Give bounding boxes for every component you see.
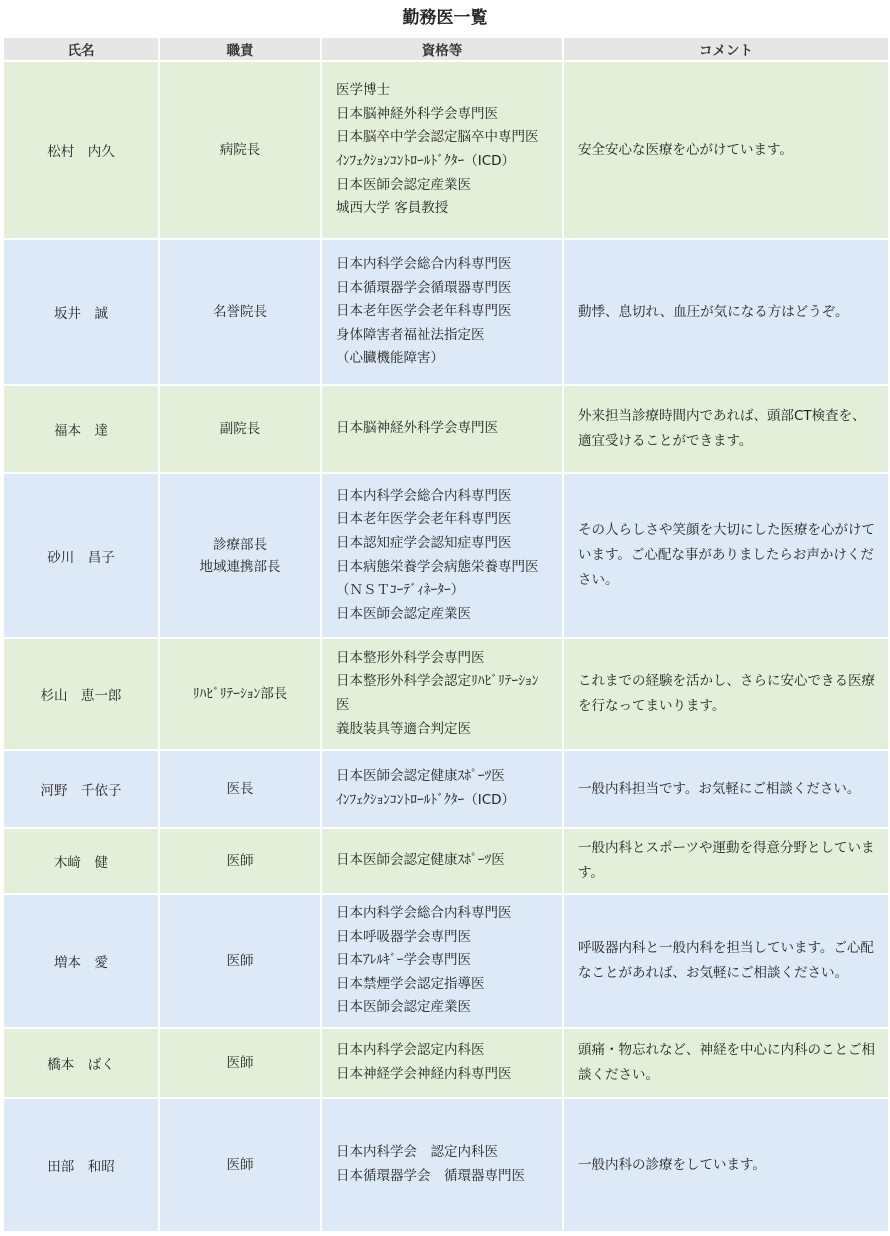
doctor-qualifications [321,61,563,239]
doctor-qualifications [321,1028,563,1098]
qualification-line: ｲﾝﾌｪｸｼｮﾝｺﾝﾄﾛｰﾙﾄﾞｸﾀｰ（ICD） [336,153,516,169]
qualification-line: （ＮＳＴｺｰﾃﾞｨﾈｰﾀｰ） [336,582,465,599]
doctor-qualifications [321,473,563,638]
qualification-line: 医学博士 [336,82,390,99]
doctor-comment: 呼吸器内科と一般内科を担当しています。ご心配なことがあれば、お気軽にご相談ください。 [563,894,889,1028]
qualification-line: 日本医師会認定産業医 [336,605,471,622]
qualification-line: 日本呼吸器学会専門医 [336,928,471,945]
doctor-comment: 一般内科とスポーツや運動を得意分野としています。 [563,828,889,894]
role-line: 地域連携部長 [199,558,281,575]
doctor-comment: その人らしさや笑顔を大切にした医療を心がけています。ご心配な事がありましたらお声かけください。 [563,473,889,638]
doctor-comment: 頭痛・物忘れなど、神経を中心に内科のことご相談ください。 [563,1028,889,1098]
qualification-line: 日本内科学会総合内科専門医 [336,256,512,273]
role-line: 医長 [226,781,254,797]
doctor-role [159,61,321,239]
qualification-line: 日本脳神経外科学会専門医 [336,105,498,122]
role-line: 診療部長 [213,536,267,553]
doctor-name: 砂川 昌子 [3,473,159,638]
qualification-line: 日本内科学会認定内科医 [336,1042,485,1059]
qualification-line: 日本医師会認定産業医 [336,999,471,1016]
header-comment: コメント [563,37,889,61]
doctor-qualifications [321,1098,563,1232]
table-row [3,894,889,1028]
qualification-line: （心臓機能障害） [336,350,444,367]
doctor-comment: 安全安心な医療を心がけています。 [563,61,889,239]
doctor-role [159,1028,321,1098]
doctor-role [159,473,321,638]
role-line: 医師 [226,953,254,969]
qualification-line: 日本整形外科学会認定ﾘﾊﾋﾞﾘﾃｰｼｮﾝ [336,673,539,690]
doctor-name: 河野 千依子 [3,750,159,828]
table-header-row [3,37,889,61]
qualification-line: 日本ｱﾚﾙｷﾞｰ学会専門医 [336,952,471,969]
qualification-line: 日本老年医学会老年科専門医 [336,511,512,528]
qualification-line: 日本認知症学会認知症専門医 [336,534,512,551]
doctor-qualifications [321,638,563,750]
header-role: 職責 [159,37,321,61]
role-line: 副院長 [219,421,261,437]
doctor-comment: 外来担当診療時間内であれば、頭部CT検査を、適宜受けることができます。 [563,385,889,473]
qualification-line: 日本内科学会 認定内科医 [336,1144,498,1161]
doctor-comment: 一般内科の診療をしています。 [563,1098,889,1232]
qualification-line: 日本内科学会総合内科専門医 [336,487,512,504]
qualification-line: 日本循環器学会 循環器専門医 [336,1168,525,1184]
qualification-line: 日本脳神経外科学会専門医 [336,420,498,437]
doctor-name: 松村 内久 [3,61,159,239]
table-row [3,638,889,750]
doctor-role [159,239,321,385]
role-line: ﾘﾊﾋﾞﾘﾃｰｼｮﾝ部長 [192,686,288,702]
role-line: 名誉院長 [213,304,267,320]
qualification-line: 身体障害者福祉法指定医 [336,326,485,343]
qualification-line: 日本神経学会神経内科専門医 [336,1066,512,1082]
role-line: 医師 [226,1055,254,1071]
page-title: 勤務医一覧 [402,8,488,28]
qualification-line: ｲﾝﾌｪｸｼｮﾝｺﾝﾄﾛｰﾙﾄﾞｸﾀｰ（ICD） [336,792,516,808]
table-row [3,1098,889,1232]
doctor-role [159,894,321,1028]
qualification-line: 日本内科学会総合内科専門医 [336,905,512,922]
qualification-line: 日本医師会認定健康ｽﾎﾟｰﾂ医 [336,768,505,785]
doctor-table [2,36,890,1233]
table-row [3,473,889,638]
doctor-name: 杉山 恵一郎 [3,638,159,750]
table-row [3,239,889,385]
doctor-qualifications [321,385,563,473]
qualification-line: 日本医師会認定産業医 [336,176,471,193]
qualification-line: 日本禁煙学会認定指導医 [336,975,485,992]
doctor-comment: 動悸、息切れ、血圧が気になる方はどうぞ。 [563,239,889,385]
qualification-line: 日本脳卒中学会認定脳卒中専門医 [336,129,539,146]
doctor-role [159,385,321,473]
qualification-line: 日本病態栄養学会病態栄養専門医 [336,558,539,575]
doctor-role [159,638,321,750]
qualification-line: 日本医師会認定健康ｽﾎﾟｰﾂ医 [336,852,505,869]
role-line: 医師 [226,1157,254,1173]
table-row [3,61,889,239]
qualification-line: 日本老年医学会老年科専門医 [336,303,512,320]
qualification-line: 日本整形外科学会専門医 [336,649,485,666]
doctor-role [159,750,321,828]
doctor-comment: 一般内科担当です。お気軽にご相談ください。 [563,750,889,828]
doctor-comment: これまでの経験を活かし、さらに安心できる医療を行なってまいります。 [563,638,889,750]
table-row [3,385,889,473]
doctor-qualifications [321,239,563,385]
table-row [3,828,889,894]
doctor-qualifications [321,894,563,1028]
table-row [3,1028,889,1098]
role-line: 医師 [226,853,254,869]
table-row [3,750,889,828]
doctor-name: 田部 和昭 [3,1098,159,1232]
doctor-name: 増本 愛 [3,894,159,1028]
doctor-name: 坂井 誠 [3,239,159,385]
doctor-qualifications [321,750,563,828]
role-line: 病院長 [219,142,261,158]
doctor-name: 橋本 ばく [3,1028,159,1098]
qualification-line: 義肢装具等適合判定医 [336,720,471,737]
header-qualifications: 資格等 [321,37,563,61]
doctor-role [159,1098,321,1232]
doctor-qualifications [321,828,563,894]
doctor-name: 福本 達 [3,385,159,473]
qualification-line: 日本循環器学会循環器専門医 [336,279,512,296]
header-name: 氏名 [3,37,159,61]
qualification-line: 城西大学 客員教授 [336,200,449,217]
doctor-name: 木﨑 健 [3,828,159,894]
qualification-line: 医 [336,697,350,713]
doctor-role [159,828,321,894]
